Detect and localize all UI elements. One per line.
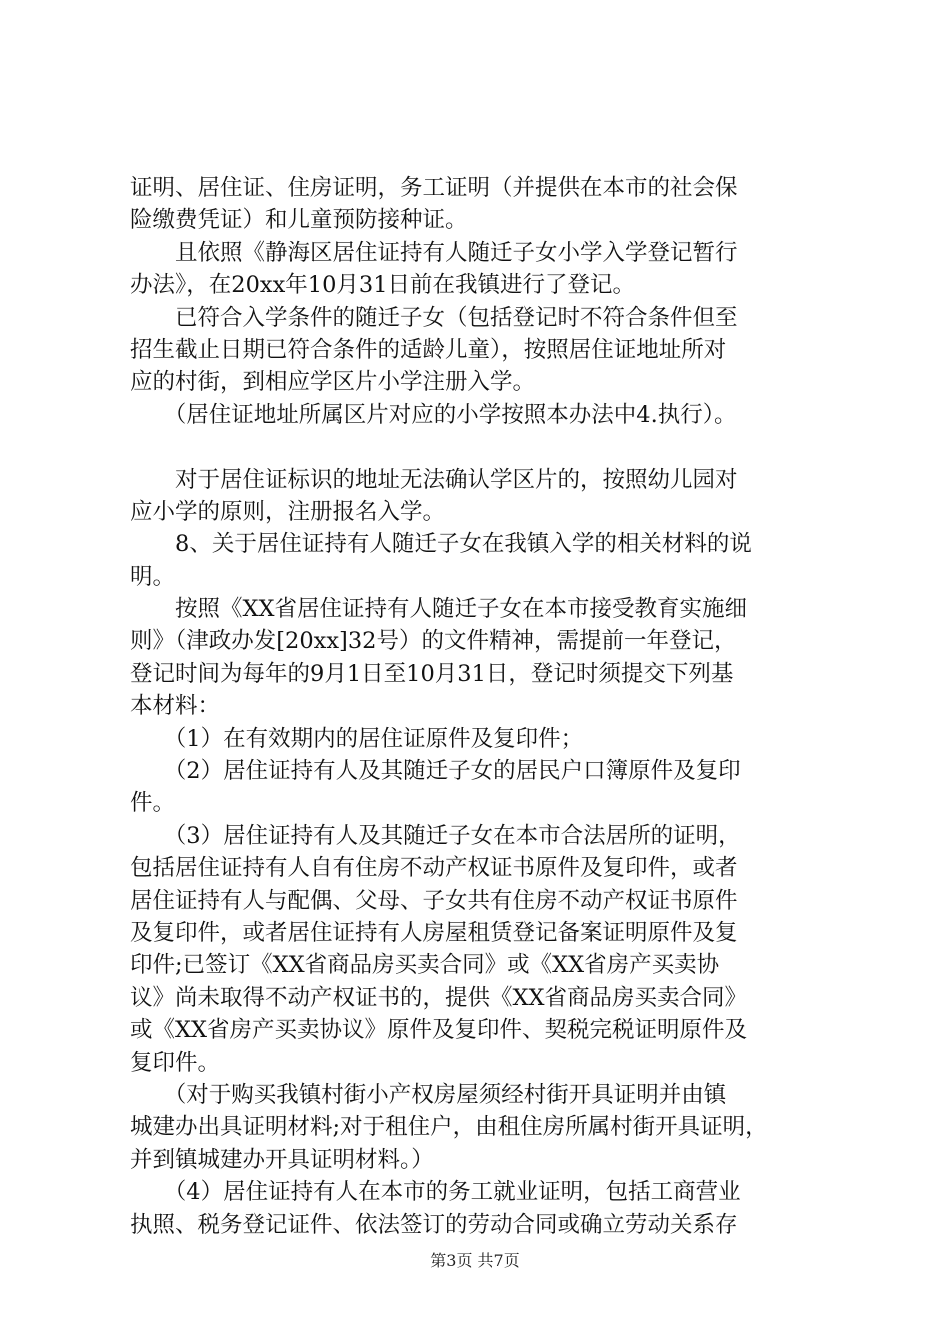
text-line: 对于居住证标识的地址无法确认学区片的，按照幼儿园对 [130, 466, 738, 493]
text-line: 居住证持有人与配偶、父母、子女共有住房不动产权证书原件 [130, 887, 738, 914]
text-line: （3）居住证持有人及其随迁子女在本市合法居所的证明， [130, 822, 741, 849]
text-line: 8、关于居住证持有人随迁子女在我镇入学的相关材料的说 [130, 531, 752, 558]
text-line: 明。 [130, 563, 176, 590]
text-line: 招生截止日期已符合条件的适龄儿童），按照居住证地址所对 [130, 336, 727, 363]
text-line: （对于购买我镇村街小产权房屋须经村街开具证明并由镇 [130, 1081, 727, 1108]
document-body [130, 172, 830, 1241]
blank-line [130, 431, 830, 463]
text-line: （2）居住证持有人及其随迁子女的居民户口簿原件及复印 [130, 758, 741, 785]
text-line: 登记时间为每年的9月1日至10月31日，登记时须提交下列基 [130, 660, 734, 687]
text-line: 及复印件，或者居住证持有人房屋租赁登记备案证明原件及复 [130, 919, 738, 946]
text-line: 印件;已签订《XX省商品房买卖合同》或《XX省房产买卖协 [130, 952, 720, 979]
text-line: 已符合入学条件的随迁子女（包括登记时不符合条件但至 [130, 304, 738, 331]
text-line: 应的村街，到相应学区片小学注册入学。 [130, 369, 536, 396]
text-line: 并到镇城建办开具证明材料。） [130, 1146, 434, 1173]
text-line: 应小学的原则，注册报名入学。 [130, 498, 446, 525]
text-line: 议》尚未取得不动产权证书的，提供《XX省商品房买卖合同》 [130, 984, 748, 1011]
text-line: 复印件。 [130, 1049, 221, 1076]
page-number-footer: 第3页 共7页 [430, 1251, 520, 1270]
text-line: 城建办出具证明材料;对于租住户，由租住房所属村街开具证明， [130, 1114, 768, 1141]
text-line: 办法》，在20xx年10月31日前在我镇进行了登记。 [130, 272, 636, 299]
text-line: 本材料： [130, 693, 221, 720]
text-line: 险缴费凭证）和儿童预防接种证。 [130, 207, 468, 234]
text-line: （4）居住证持有人在本市的务工就业证明，包括工商营业 [130, 1179, 741, 1206]
text-line: 且依照《静海区居住证持有人随迁子女小学入学登记暂行 [130, 239, 738, 266]
text-line: 按照《XX省居住证持有人随迁子女在本市接受教育实施细 [130, 596, 748, 623]
text-line: 或《XX省房产买卖协议》原件及复印件、契税完税证明原件及 [130, 1017, 748, 1044]
text-line: （1）在有效期内的居住证原件及复印件； [130, 725, 584, 752]
text-line: 包括居住证持有人自有住房不动产权证书原件及复印件，或者 [130, 855, 738, 882]
text-line: （居住证地址所属区片对应的小学按照本办法中4.执行）。 [130, 401, 737, 428]
text-line: 执照、税务登记证件、依法签订的劳动合同或确立劳动关系存 [130, 1211, 738, 1238]
text-line: 证明、居住证、住房证明，务工证明（并提供在本市的社会保 [130, 175, 738, 201]
text-line: 则》（津政办发[20xx]32号）的文件精神，需提前一年登记， [130, 628, 737, 655]
text-line: 件。 [130, 790, 176, 817]
